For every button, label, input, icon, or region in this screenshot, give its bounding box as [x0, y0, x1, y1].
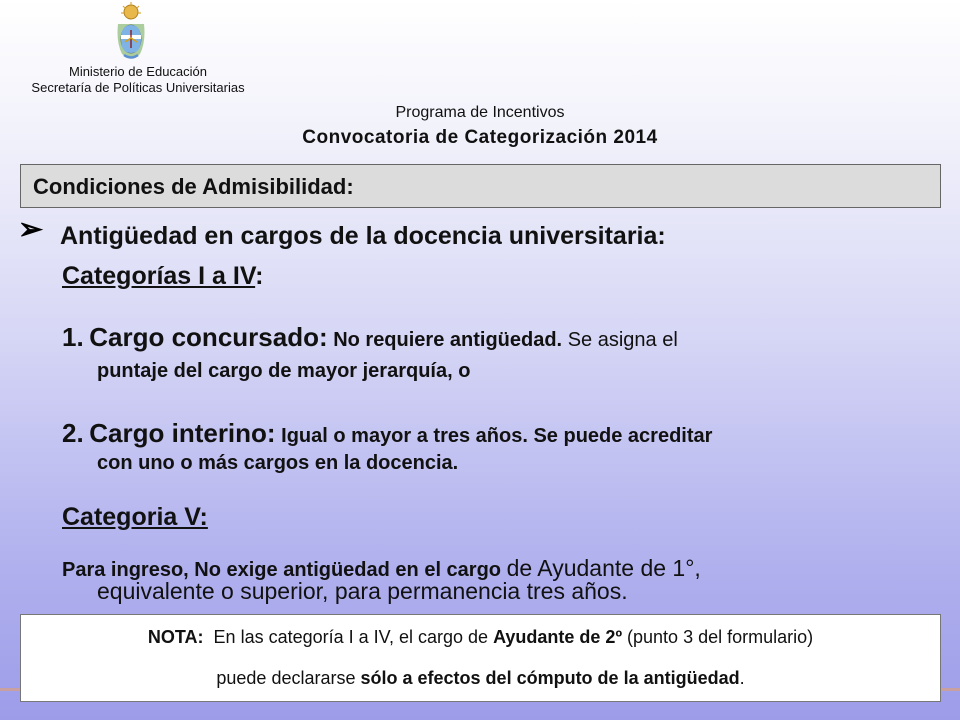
secretaria-label: Secretaría de Políticas Universitarias	[31, 80, 245, 95]
item-2-text-bold: Igual o mayor a tres años. Se puede acreditar	[281, 425, 713, 447]
ministerio-label: Ministerio de Educación	[68, 64, 208, 79]
convocatoria-title: Convocatoria de Categorización 2014	[302, 127, 658, 148]
categoria-v-text-bold: Para ingreso, No exige antigüedad en el cargo	[62, 559, 502, 581]
categorias-i-iv-label: Categorías I a IV	[62, 262, 256, 290]
condiciones-banner	[20, 164, 941, 208]
categoria-v-heading: Categoria V:	[62, 503, 208, 531]
nota-label: NOTA:	[147, 627, 204, 647]
item-1-line-2: puntaje del cargo de mayor jerarquía, o	[97, 360, 471, 382]
item-1-label: Cargo concursado:	[89, 322, 328, 352]
item-1-text-bold: No requiere antigüedad.	[333, 329, 563, 351]
item-2-number: 2.	[62, 418, 84, 448]
nota-line-2-a: puede declararse	[216, 668, 356, 688]
nota-line-1	[21, 627, 940, 648]
item-2-label: Cargo interino:	[89, 418, 276, 448]
item-2-line-2: con uno o más cargos en la docencia.	[97, 452, 459, 474]
nota-line-1-a: En las categoría I a IV, el cargo de	[213, 627, 489, 647]
nota-line-1-b: Ayudante de 2º	[493, 627, 623, 647]
arrow-bullet-icon: ➢	[18, 213, 44, 246]
categoria-v-line-2: equivalente o superior, para permanencia tres años.	[97, 578, 628, 604]
categorias-i-iv-colon: :	[255, 262, 264, 290]
nota-line-2	[21, 668, 940, 689]
programa-label: Programa de Incentivos	[395, 104, 565, 121]
item-2-line-1	[62, 418, 712, 449]
condiciones-title: Condiciones de Admisibilidad:	[33, 174, 354, 199]
nota-line-1-c: (punto 3 del formulario)	[627, 627, 814, 647]
nota-line-2-b: sólo a efectos del cómputo de la antigüedad	[360, 668, 740, 688]
categoria-v-text-normal: de Ayudante de 1°,	[506, 555, 701, 581]
categorias-i-iv-heading	[62, 262, 263, 291]
nota-box	[20, 614, 941, 702]
coat-of-arms-emblem	[112, 2, 150, 64]
antiguedad-heading: Antigüedad en cargos de la docencia universitaria:	[60, 222, 666, 250]
nota-line-2-c: .	[739, 668, 745, 688]
item-1-number: 1.	[62, 322, 84, 352]
item-1-text-normal: Se asigna el	[567, 329, 678, 351]
item-1-line-1	[62, 322, 678, 353]
